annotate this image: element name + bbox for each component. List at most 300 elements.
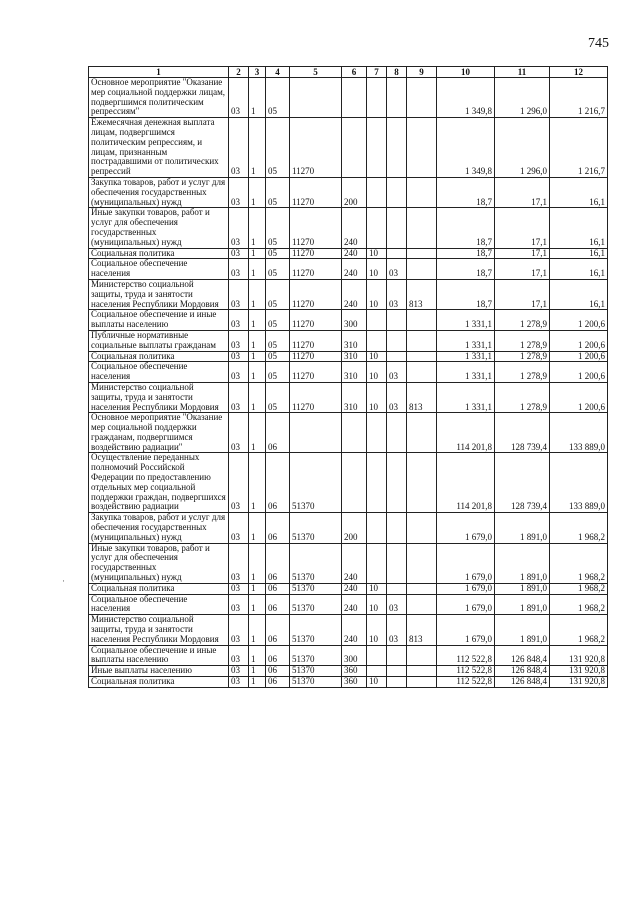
table-row [89, 248, 608, 259]
code-cell: 240 [342, 543, 367, 583]
code-cell: 310 [342, 382, 367, 412]
code-cell [387, 677, 407, 688]
row-name: Основное мероприятие "Оказание мер социальной поддержки лицам, подвергшимся политическим репрессиям" [89, 78, 229, 118]
code-cell: 11270 [290, 208, 342, 248]
code-cell: 03 [229, 330, 249, 351]
code-cell: 10 [367, 248, 387, 259]
code-cell [407, 177, 437, 207]
code-cell: 1 [249, 78, 266, 118]
table-row [89, 413, 608, 453]
amount-cell: 126 848,4 [495, 666, 550, 677]
code-cell [367, 645, 387, 666]
amount-cell: 1 891,0 [495, 583, 550, 594]
code-cell [387, 118, 407, 178]
amount-cell: 128 739,4 [495, 413, 550, 453]
code-cell [290, 413, 342, 453]
table-row [89, 351, 608, 362]
code-cell [367, 543, 387, 583]
code-cell: 06 [266, 453, 290, 513]
amount-cell: 126 848,4 [495, 645, 550, 666]
header-cell: 12 [550, 67, 608, 78]
code-cell: 1 [249, 677, 266, 688]
amount-cell: 1 891,0 [495, 615, 550, 645]
code-cell [387, 583, 407, 594]
code-cell [407, 208, 437, 248]
amount-cell: 17,1 [495, 208, 550, 248]
row-name: Основное мероприятие "Оказание мер социальной поддержки гражданам, подвергшимся воздействию радиации" [89, 413, 229, 453]
row-name: Социальное обеспечение населения [89, 259, 229, 280]
amount-cell: 1 679,0 [437, 615, 495, 645]
row-name: Осуществление переданных полномочий Российской Федерации по предоставлению отдельных мер социальной поддержки граждан, подвергшихся воздействию радиации [89, 453, 229, 513]
code-cell: 360 [342, 666, 367, 677]
header-cell: 6 [342, 67, 367, 78]
amount-cell: 1 296,0 [495, 118, 550, 178]
code-cell: 51370 [290, 677, 342, 688]
amount-cell: 1 679,0 [437, 583, 495, 594]
code-cell: 51370 [290, 666, 342, 677]
code-cell: 06 [266, 666, 290, 677]
code-cell [387, 330, 407, 351]
table-row [89, 666, 608, 677]
amount-cell: 1 679,0 [437, 594, 495, 615]
code-cell: 10 [367, 382, 387, 412]
table-row [89, 594, 608, 615]
table-row [89, 362, 608, 383]
code-cell [387, 543, 407, 583]
amount-cell: 1 278,9 [495, 310, 550, 331]
code-cell: 240 [342, 279, 367, 309]
code-cell: 03 [229, 543, 249, 583]
code-cell: 03 [229, 413, 249, 453]
code-cell: 05 [266, 248, 290, 259]
code-cell: 11270 [290, 118, 342, 178]
code-cell [342, 453, 367, 513]
amount-cell: 112 522,8 [437, 666, 495, 677]
amount-cell: 18,7 [437, 259, 495, 280]
code-cell: 11270 [290, 279, 342, 309]
code-cell: 813 [407, 279, 437, 309]
code-cell: 11270 [290, 351, 342, 362]
amount-cell: 112 522,8 [437, 645, 495, 666]
amount-cell: 114 201,8 [437, 453, 495, 513]
code-cell [407, 118, 437, 178]
code-cell: 1 [249, 583, 266, 594]
code-cell: 1 [249, 413, 266, 453]
code-cell: 03 [229, 310, 249, 331]
row-name: Закупка товаров, работ и услуг для обеспечения государственных (муниципальных) нужд [89, 177, 229, 207]
row-name: Социальное обеспечение населения [89, 362, 229, 383]
code-cell [367, 513, 387, 543]
amount-cell: 1 200,6 [550, 351, 608, 362]
code-cell: 05 [266, 177, 290, 207]
code-cell: 03 [229, 351, 249, 362]
code-cell: 1 [249, 177, 266, 207]
amount-cell: 18,7 [437, 177, 495, 207]
code-cell: 03 [229, 594, 249, 615]
code-cell: 51370 [290, 543, 342, 583]
amount-cell: 1 891,0 [495, 513, 550, 543]
code-cell [407, 310, 437, 331]
code-cell: 11270 [290, 330, 342, 351]
code-cell: 1 [249, 382, 266, 412]
table-row [89, 78, 608, 118]
amount-cell: 1 968,2 [550, 513, 608, 543]
table-row [89, 677, 608, 688]
row-name: Ежемесячная денежная выплата лицам, подвергшимся политическим репрессиям, и лицам, признанным пострадавшими от политических репрессий [89, 118, 229, 178]
code-cell [342, 78, 367, 118]
header-cell: 5 [290, 67, 342, 78]
code-cell: 11270 [290, 362, 342, 383]
amount-cell: 1 200,6 [550, 382, 608, 412]
row-name: Социальная политика [89, 677, 229, 688]
amount-cell: 16,1 [550, 279, 608, 309]
amount-cell: 1 331,1 [437, 330, 495, 351]
code-cell: 310 [342, 362, 367, 383]
amount-cell: 126 848,4 [495, 677, 550, 688]
code-cell [367, 78, 387, 118]
row-name: Социальная политика [89, 351, 229, 362]
row-name: Закупка товаров, работ и услуг для обеспечения государственных (муниципальных) нужд [89, 513, 229, 543]
table-row [89, 330, 608, 351]
code-cell: 06 [266, 513, 290, 543]
table-body [89, 78, 608, 688]
code-cell: 10 [367, 279, 387, 309]
code-cell [387, 413, 407, 453]
code-cell: 1 [249, 453, 266, 513]
amount-cell: 16,1 [550, 259, 608, 280]
code-cell [407, 594, 437, 615]
code-cell [387, 645, 407, 666]
amount-cell: 16,1 [550, 177, 608, 207]
amount-cell: 18,7 [437, 208, 495, 248]
code-cell: 05 [266, 259, 290, 280]
amount-cell: 1 891,0 [495, 543, 550, 583]
code-cell: 11270 [290, 177, 342, 207]
code-cell: 03 [229, 78, 249, 118]
code-cell: 51370 [290, 453, 342, 513]
code-cell: 1 [249, 208, 266, 248]
table-row [89, 208, 608, 248]
amount-cell: 1 968,2 [550, 543, 608, 583]
code-cell [407, 583, 437, 594]
code-cell: 05 [266, 362, 290, 383]
amount-cell: 1 891,0 [495, 594, 550, 615]
table-row [89, 259, 608, 280]
code-cell: 11270 [290, 259, 342, 280]
amount-cell: 112 522,8 [437, 677, 495, 688]
code-cell [407, 351, 437, 362]
code-cell: 240 [342, 259, 367, 280]
code-cell [367, 118, 387, 178]
amount-cell: 17,1 [495, 279, 550, 309]
table-row [89, 382, 608, 412]
amount-cell: 1 278,9 [495, 362, 550, 383]
row-name: Министерство социальной защиты, труда и занятости населения Республики Мордовия [89, 615, 229, 645]
code-cell: 03 [229, 362, 249, 383]
amount-cell: 1 278,9 [495, 351, 550, 362]
code-cell: 300 [342, 645, 367, 666]
table-row [89, 615, 608, 645]
code-cell [407, 248, 437, 259]
table-row [89, 645, 608, 666]
amount-cell: 1 679,0 [437, 543, 495, 583]
code-cell: 813 [407, 382, 437, 412]
code-cell: 03 [229, 118, 249, 178]
row-name: Социальное обеспечение населения [89, 594, 229, 615]
amount-cell: 133 889,0 [550, 413, 608, 453]
code-cell: 03 [387, 594, 407, 615]
code-cell: 06 [266, 615, 290, 645]
amount-cell: 1 200,6 [550, 330, 608, 351]
code-cell [387, 351, 407, 362]
code-cell [407, 645, 437, 666]
header-cell: 2 [229, 67, 249, 78]
amount-cell: 1 331,1 [437, 382, 495, 412]
code-cell [407, 513, 437, 543]
code-cell [367, 310, 387, 331]
code-cell [367, 453, 387, 513]
code-cell [387, 208, 407, 248]
budget-table [88, 66, 608, 688]
code-cell: 05 [266, 351, 290, 362]
code-cell [407, 677, 437, 688]
code-cell: 10 [367, 677, 387, 688]
code-cell: 10 [367, 362, 387, 383]
code-cell [407, 78, 437, 118]
amount-cell: 128 739,4 [495, 453, 550, 513]
code-cell: 03 [229, 248, 249, 259]
amount-cell: 131 920,8 [550, 645, 608, 666]
amount-cell: 1 200,6 [550, 310, 608, 331]
code-cell: 1 [249, 118, 266, 178]
code-cell [407, 362, 437, 383]
code-cell: 240 [342, 583, 367, 594]
code-cell: 03 [229, 677, 249, 688]
code-cell: 03 [229, 382, 249, 412]
code-cell [407, 413, 437, 453]
code-cell: 03 [229, 583, 249, 594]
code-cell: 03 [387, 615, 407, 645]
code-cell: 1 [249, 645, 266, 666]
header-cell: 3 [249, 67, 266, 78]
row-name: Иные закупки товаров, работ и услуг для обеспечения государственных (муниципальных) нужд [89, 543, 229, 583]
code-cell: 03 [387, 382, 407, 412]
amount-cell: 16,1 [550, 208, 608, 248]
code-cell: 06 [266, 413, 290, 453]
amount-cell: 1 200,6 [550, 362, 608, 383]
code-cell: 1 [249, 513, 266, 543]
code-cell: 10 [367, 583, 387, 594]
code-cell: 51370 [290, 513, 342, 543]
row-name: Министерство социальной защиты, труда и занятости населения Республики Мордовия [89, 382, 229, 412]
header-cell: 9 [407, 67, 437, 78]
code-cell [290, 78, 342, 118]
code-cell: 240 [342, 594, 367, 615]
code-cell: 1 [249, 594, 266, 615]
row-name: Социальная политика [89, 248, 229, 259]
table-row [89, 177, 608, 207]
row-name: Социальная политика [89, 583, 229, 594]
code-cell: 51370 [290, 615, 342, 645]
code-cell: 05 [266, 118, 290, 178]
code-cell: 1 [249, 248, 266, 259]
amount-cell: 131 920,8 [550, 666, 608, 677]
amount-cell: 133 889,0 [550, 453, 608, 513]
code-cell: 51370 [290, 583, 342, 594]
header-row [89, 67, 608, 78]
code-cell: 11270 [290, 248, 342, 259]
code-cell: 05 [266, 208, 290, 248]
code-cell: 11270 [290, 382, 342, 412]
code-cell: 1 [249, 615, 266, 645]
code-cell [367, 208, 387, 248]
table-row [89, 583, 608, 594]
row-name: Социальное обеспечение и иные выплаты населению [89, 645, 229, 666]
code-cell: 1 [249, 543, 266, 583]
code-cell: 06 [266, 677, 290, 688]
code-cell: 03 [387, 259, 407, 280]
amount-cell: 18,7 [437, 279, 495, 309]
code-cell [367, 413, 387, 453]
amount-cell: 114 201,8 [437, 413, 495, 453]
code-cell: 03 [229, 615, 249, 645]
code-cell: 03 [229, 259, 249, 280]
code-cell: 05 [266, 330, 290, 351]
amount-cell: 131 920,8 [550, 677, 608, 688]
code-cell: 05 [266, 279, 290, 309]
amount-cell: 18,7 [437, 248, 495, 259]
amount-cell: 1 278,9 [495, 330, 550, 351]
code-cell: 06 [266, 583, 290, 594]
code-cell: 03 [229, 177, 249, 207]
amount-cell: 1 968,2 [550, 594, 608, 615]
code-cell: 03 [229, 513, 249, 543]
code-cell: 10 [367, 615, 387, 645]
amount-cell: 17,1 [495, 177, 550, 207]
amount-cell: 17,1 [495, 259, 550, 280]
code-cell: 200 [342, 177, 367, 207]
code-cell: 1 [249, 351, 266, 362]
table-row [89, 279, 608, 309]
code-cell: 10 [367, 259, 387, 280]
code-cell [342, 413, 367, 453]
table-row [89, 310, 608, 331]
code-cell [387, 513, 407, 543]
header-cell: 8 [387, 67, 407, 78]
code-cell: 200 [342, 513, 367, 543]
code-cell [407, 259, 437, 280]
code-cell: 360 [342, 677, 367, 688]
code-cell: 03 [229, 645, 249, 666]
code-cell: 03 [229, 666, 249, 677]
code-cell: 1 [249, 259, 266, 280]
code-cell [387, 666, 407, 677]
code-cell [387, 453, 407, 513]
amount-cell: 1 968,2 [550, 615, 608, 645]
amount-cell: 1 679,0 [437, 513, 495, 543]
code-cell: 05 [266, 382, 290, 412]
code-cell: 1 [249, 279, 266, 309]
code-cell: 03 [229, 279, 249, 309]
row-name: Социальное обеспечение и иные выплаты населению [89, 310, 229, 331]
code-cell [387, 310, 407, 331]
code-cell: 1 [249, 330, 266, 351]
table-row [89, 118, 608, 178]
code-cell: 51370 [290, 645, 342, 666]
amount-cell: 16,1 [550, 248, 608, 259]
amount-cell: 1 331,1 [437, 351, 495, 362]
page-number: 745 [588, 36, 609, 51]
code-cell [407, 666, 437, 677]
header-cell: 11 [495, 67, 550, 78]
code-cell: 03 [229, 453, 249, 513]
row-name: Публичные нормативные социальные выплаты гражданам [89, 330, 229, 351]
code-cell: 10 [367, 351, 387, 362]
code-cell [367, 330, 387, 351]
code-cell: 03 [387, 362, 407, 383]
code-cell: 05 [266, 310, 290, 331]
header-cell: 1 [89, 67, 229, 78]
row-name: Министерство социальной защиты, труда и занятости населения Республики Мордовия [89, 279, 229, 309]
row-name: Иные выплаты населению [89, 666, 229, 677]
code-cell [407, 330, 437, 351]
code-cell: 310 [342, 351, 367, 362]
amount-cell: 17,1 [495, 248, 550, 259]
code-cell: 10 [367, 594, 387, 615]
code-cell: 1 [249, 666, 266, 677]
code-cell [387, 78, 407, 118]
amount-cell: 1 968,2 [550, 583, 608, 594]
amount-cell: 1 296,0 [495, 78, 550, 118]
code-cell: 813 [407, 615, 437, 645]
code-cell [387, 248, 407, 259]
table-row [89, 453, 608, 513]
code-cell: 03 [229, 208, 249, 248]
code-cell: 300 [342, 310, 367, 331]
code-cell: 06 [266, 645, 290, 666]
amount-cell: 1 278,9 [495, 382, 550, 412]
code-cell: 03 [387, 279, 407, 309]
row-name: Иные закупки товаров, работ и услуг для обеспечения государственных (муниципальных) нужд [89, 208, 229, 248]
code-cell [367, 177, 387, 207]
table-row [89, 543, 608, 583]
table-row [89, 513, 608, 543]
code-cell: 240 [342, 248, 367, 259]
code-cell: 1 [249, 310, 266, 331]
code-cell: 240 [342, 615, 367, 645]
code-cell [387, 177, 407, 207]
header-cell: 4 [266, 67, 290, 78]
header-cell: 7 [367, 67, 387, 78]
code-cell: 11270 [290, 310, 342, 331]
code-cell: 51370 [290, 594, 342, 615]
amount-cell: 1 216,7 [550, 78, 608, 118]
amount-cell: 1 331,1 [437, 362, 495, 383]
code-cell: 06 [266, 543, 290, 583]
code-cell [407, 453, 437, 513]
code-cell: 310 [342, 330, 367, 351]
header-cell: 10 [437, 67, 495, 78]
margin-mark: · [62, 576, 65, 586]
code-cell [407, 543, 437, 583]
code-cell: 06 [266, 594, 290, 615]
code-cell: 240 [342, 208, 367, 248]
code-cell [367, 666, 387, 677]
amount-cell: 1 349,8 [437, 118, 495, 178]
amount-cell: 1 216,7 [550, 118, 608, 178]
code-cell: 1 [249, 362, 266, 383]
code-cell: 05 [266, 78, 290, 118]
